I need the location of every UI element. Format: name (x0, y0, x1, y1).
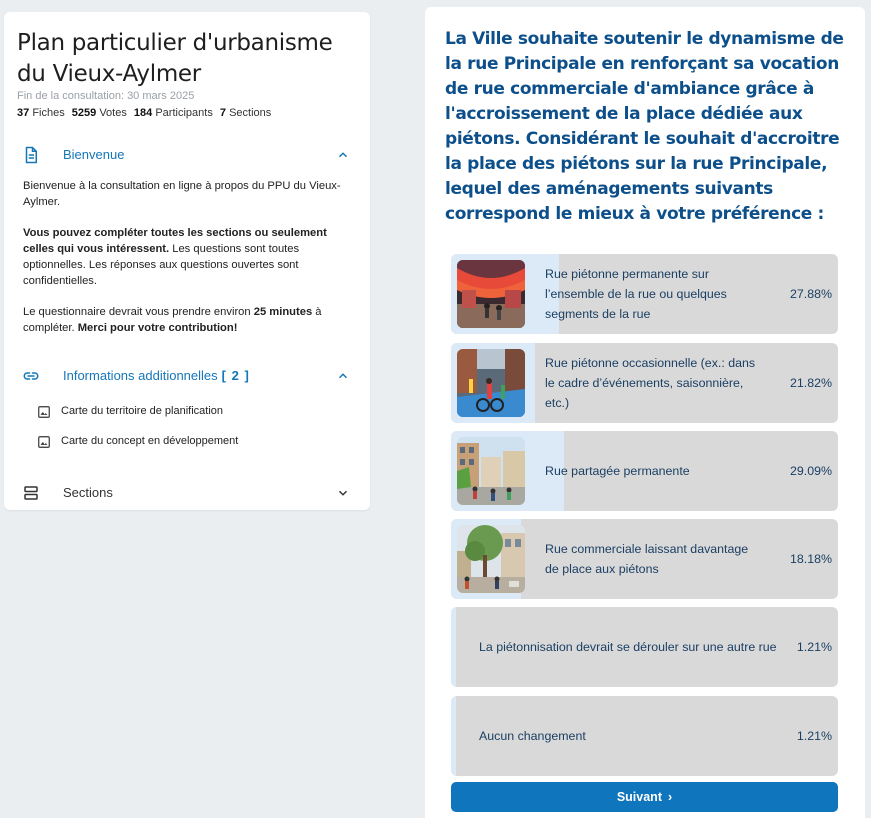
welcome-paragraph (23, 225, 355, 289)
option-percent: 21.82% (789, 376, 832, 390)
emphasis: 25 minutes (253, 306, 313, 318)
option-image (457, 260, 525, 328)
accordion-label: Bienvenue (63, 147, 125, 162)
option-label: Rue piétonne permanente sur l’ensemble de la rue ou quelques segments de la rue (545, 267, 727, 321)
question-text: La Ville souhaite soutenir le dynamisme de la rue Principale en renforçant sa vocation de rue commerciale d'ambiance grâce à l'accroissement de la place dédiée aux piétons. Considérant le souhait d'accroitre la place des piétons sur la rue Principale, lequel des aménagements suivants correspond le mieux à votre préférence : (445, 29, 844, 224)
option-image (457, 349, 525, 417)
accordion-informations[interactable] (4, 361, 370, 391)
emphasis: Merci pour votre contribution! (77, 322, 238, 334)
link-icon (22, 367, 40, 385)
option-percent: 18.18% (789, 552, 832, 566)
stat-value: 7 (219, 107, 227, 119)
option-label: Aucun changement (479, 729, 586, 743)
text: Le questionnaire devrait vous prendre environ (23, 306, 254, 318)
answer-option[interactable] (451, 519, 838, 599)
option-percent: 27.88% (789, 287, 832, 301)
option-percent: 29.09% (789, 464, 832, 478)
accordion-count: [ 2 ] (221, 368, 250, 383)
doc-link-territoire[interactable] (37, 402, 337, 422)
stat-value: 184 (133, 107, 153, 119)
answer-option[interactable] (451, 607, 838, 687)
chevron-right-icon: › (667, 790, 673, 804)
stat-label: Votes (99, 107, 127, 119)
text: Les questions sont toutes optionnelles. Les réponses aux questions ouvertes sont confidentielles. (23, 243, 300, 287)
result-bar (451, 607, 456, 687)
option-percent: 1.21% (796, 729, 832, 743)
stat-label: Sections (229, 107, 272, 119)
image-icon (37, 435, 51, 449)
stats-bar (17, 107, 271, 119)
text: à compléter. (23, 306, 322, 334)
answer-option[interactable] (451, 254, 838, 334)
image-icon (37, 405, 51, 419)
stat-value: 37 (17, 107, 30, 119)
option-label: Rue partagée permanente (545, 464, 690, 478)
chevron-up-icon (336, 369, 350, 383)
question-panel (425, 7, 865, 818)
welcome-paragraph (23, 304, 355, 336)
answer-option[interactable] (451, 696, 838, 776)
sections-icon (22, 484, 40, 502)
next-button[interactable] (451, 782, 838, 812)
emphasis: Vous pouvez compléter toutes les sections ou seulement celles qui vous intéressent. (23, 227, 327, 255)
accordion-title: Informations additionnelles (63, 368, 218, 383)
option-label: Rue commerciale laissant davantage de place aux piétons (545, 542, 749, 576)
document-icon (22, 146, 40, 164)
stat-label: Participants (155, 107, 213, 119)
result-bar (451, 696, 456, 776)
stat-label: Fiches (32, 107, 65, 119)
option-label: Rue piétonne occasionnelle (ex.: dans le cadre d’événements, saisonnière, etc.) (545, 356, 756, 410)
chevron-down-icon (336, 486, 350, 500)
stat-value: 5259 (71, 107, 97, 119)
end-date: Fin de la consultation: 30 mars 2025 (17, 90, 195, 102)
doc-link-label: Carte du territoire de planification (61, 405, 224, 417)
chevron-up-icon (336, 148, 350, 162)
option-image (457, 525, 525, 593)
option-label: La piétonnisation devrait se dérouler sur une autre rue (479, 640, 777, 654)
next-button-label: Suivant (616, 790, 662, 804)
accordion-label (63, 368, 250, 383)
answer-option[interactable] (451, 343, 838, 423)
consultation-title: Plan particulier d'urbanisme du Vieux-Aylmer (17, 30, 333, 87)
option-image (457, 437, 525, 505)
option-percent: 1.21% (796, 640, 832, 654)
answer-option[interactable] (451, 431, 838, 511)
doc-link-label: Carte du concept en développement (61, 435, 239, 447)
doc-link-concept[interactable] (37, 432, 337, 452)
accordion-label: Sections (63, 485, 113, 500)
welcome-paragraph: Bienvenue à la consultation en ligne à propos du PPU du Vieux-Aylmer. (23, 180, 341, 208)
consultation-sidebar (4, 12, 370, 510)
welcome-text (23, 178, 355, 351)
accordion-sections[interactable] (4, 478, 370, 508)
accordion-bienvenue[interactable] (4, 140, 370, 170)
